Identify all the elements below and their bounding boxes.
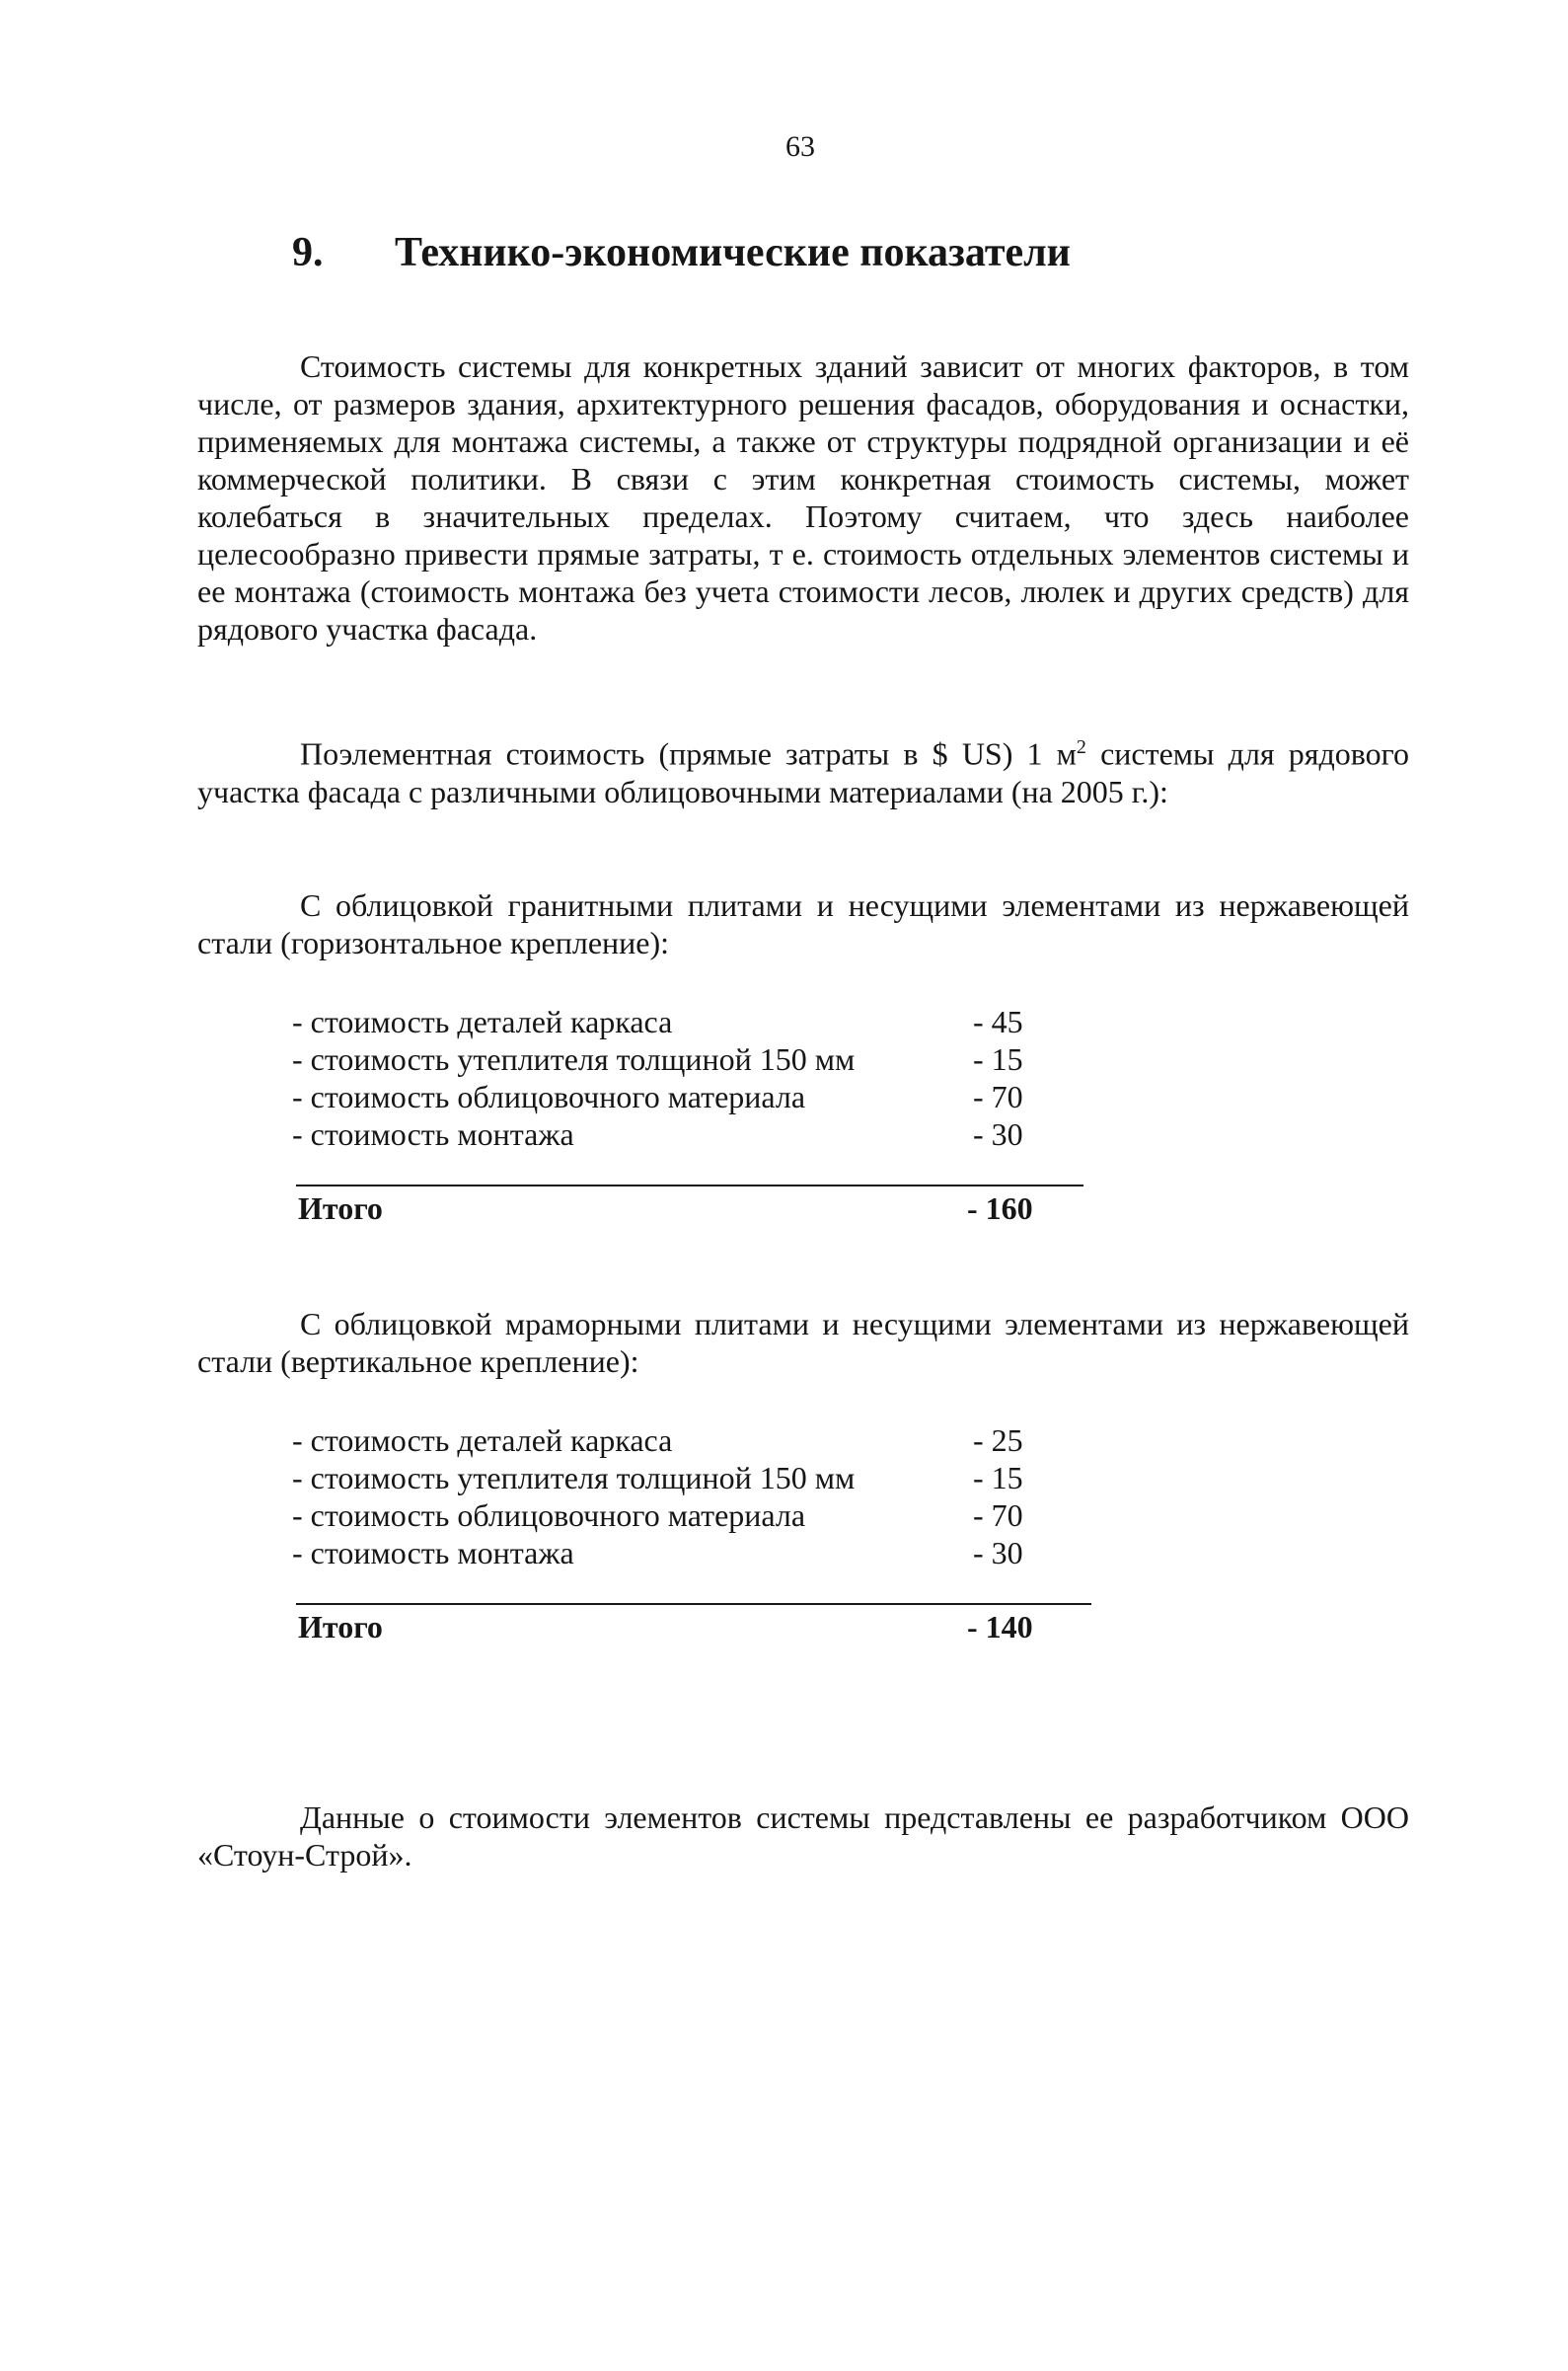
cost-value: - 45 [973,1004,1023,1039]
cost-label: - стоимость деталей каркаса [292,1004,673,1039]
section-title: Технико-экономические показатели [395,230,1071,275]
cost-value: - 25 [973,1422,1023,1458]
cost-value: - 30 [973,1116,1023,1152]
cost-label: - стоимость деталей каркаса [292,1422,673,1458]
cost-label: - стоимость монтажа [292,1535,574,1570]
total-divider [296,1185,1083,1186]
footer-note: Данные о стоимости элементов системы представлены ее разработчиком ООО «Стоун-Строй». [197,1799,1409,1873]
cost-row [292,1040,1042,1078]
section-heading [292,229,1071,276]
cost-value: - 15 [973,1460,1023,1495]
cost-label: - стоимость облицовочного материала [292,1497,806,1533]
cost-value: - 15 [973,1041,1023,1077]
cost-value: - 70 [973,1497,1023,1533]
cost-row [292,1496,1042,1534]
granite-cost-list [292,1003,1042,1153]
page-number: 63 [785,130,815,163]
cost-row [292,1115,1042,1153]
cost-row [292,1078,1042,1115]
cost-label: - стоимость монтажа [292,1116,574,1152]
cost-intro-text: Поэлементная стоимость (прямые затраты в $ US) 1 м [300,735,1077,772]
cost-value: - 70 [973,1079,1023,1114]
section-number: 9. [292,230,324,275]
total-label: Итого [298,1190,383,1226]
total-divider [296,1603,1091,1605]
cost-row [292,1003,1042,1040]
total-value: - 160 [967,1190,1033,1226]
cost-value: - 30 [973,1535,1023,1570]
cost-row [292,1534,1042,1571]
total-value: - 140 [967,1609,1033,1644]
marble-total [298,1609,1048,1648]
cost-intro-text-end: системы для рядового участка фасада с различными облицовочными материалами (на 2005 г.): [197,735,1410,809]
cost-label: - стоимость утеплителя толщиной 150 мм [292,1041,856,1077]
total-label: Итого [298,1609,383,1644]
granite-caption: С облицовкой гранитными плитами и несущими элементами из нержавеющей стали (горизонтальное крепление): [197,887,1409,960]
cost-row [292,1459,1042,1496]
marble-cost-list [292,1421,1042,1571]
square-exponent: 2 [1076,736,1086,758]
granite-total [298,1190,1048,1230]
cost-intro-paragraph [197,728,1409,810]
intro-paragraph: Стоимость системы для конкретных зданий зависит от многих факторов, в том числе, от размеров здания, архитектурного решения фасадов, оборудования и оснастки, применяемых для монтажа системы, а также от структуры подрядной организации и её коммерческой политики. В связи с этим конкретная стоимость системы, может колебаться в значительных пределах. Поэтому считаем, что здесь наиболее целесообразно привести прямые затраты, т е. стоимость отдельных элементов системы и ее монтажа (стоимость монтажа без учета стоимости лесов, люлек и других средств) для рядового участка фасада. [197,348,1409,647]
cost-row [292,1421,1042,1459]
cost-label: - стоимость облицовочного материала [292,1079,806,1114]
marble-caption: С облицовкой мраморными плитами и несущими элементами из нержавеющей стали (вертикальное крепление): [197,1306,1409,1379]
cost-label: - стоимость утеплителя толщиной 150 мм [292,1460,856,1495]
